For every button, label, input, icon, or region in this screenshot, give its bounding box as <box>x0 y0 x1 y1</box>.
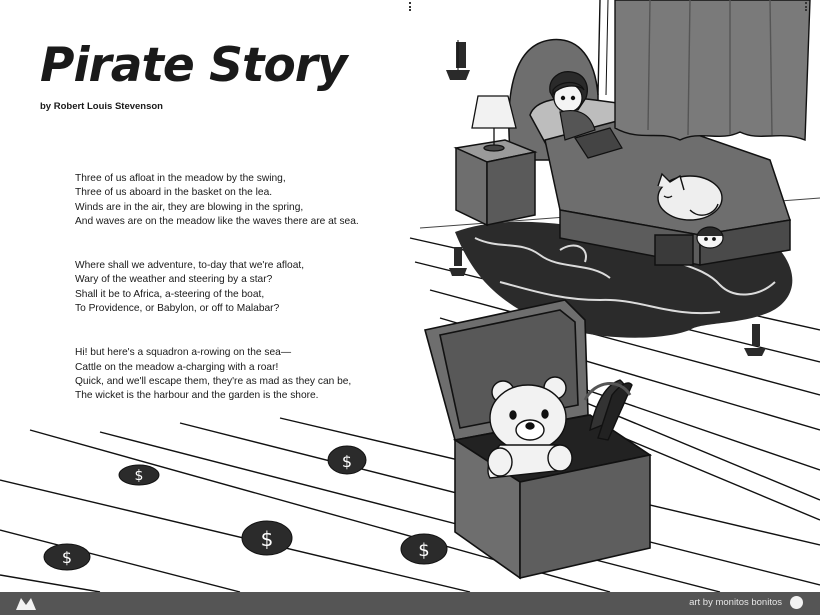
poem-line: Three of us afloat in the meadow by the swing, <box>75 173 286 184</box>
poem-line: Wary of the weather and steering by a star? <box>75 274 273 286</box>
svg-text:$: $ <box>260 527 274 551</box>
svg-text:$: $ <box>418 540 430 561</box>
teddy-bear <box>488 377 572 478</box>
poem-line: And waves are on the meadow like the waves there are at sea. <box>75 215 359 227</box>
stanza-3 <box>75 346 405 403</box>
footer-bar <box>0 592 820 615</box>
logo-icon <box>15 595 37 611</box>
coin <box>401 534 447 564</box>
coin <box>119 465 159 485</box>
ship-icon <box>744 324 766 356</box>
page-indicator-dot <box>790 596 803 609</box>
poem-line: The wicket is the harbour and the garden is the shore. <box>75 390 319 402</box>
coin <box>44 544 90 570</box>
poem-title: Pirate Story <box>40 38 347 93</box>
nightstand <box>456 140 535 225</box>
poem-body <box>75 172 405 434</box>
coin <box>328 446 366 474</box>
poem-line: Three of us aboard in the basket on the lea. <box>75 187 273 199</box>
crop-mark <box>805 2 807 11</box>
art-credit: art by monitos bonitos <box>689 597 782 608</box>
curtain <box>615 0 810 140</box>
poem-line: To Providence, or Babylon, or off to Malabar? <box>75 303 280 315</box>
crop-mark <box>409 2 411 11</box>
stanza-1 <box>75 172 405 229</box>
poem-line: Where shall we adventure, to-day that we're afloat, <box>75 260 305 272</box>
poem-line: Winds are in the air, they are blowing in the spring, <box>75 201 304 213</box>
coin <box>242 521 292 555</box>
poem-line: Cattle on the meadow a-charging with a roar! <box>75 361 279 373</box>
poem-byline: by Robert Louis Stevenson <box>40 101 163 112</box>
poem-line: Quick, and we'll escape them, they're as mad as they can be, <box>75 375 352 387</box>
poem-line: Hi! but here's a squadron a-rowing on the sea— <box>75 347 292 359</box>
poem-line: Shall it be to Africa, a-steering of the boat, <box>75 288 265 300</box>
stanza-2 <box>75 259 405 316</box>
svg-text:$: $ <box>341 452 353 471</box>
ship-icon <box>446 40 470 80</box>
svg-text:$: $ <box>61 548 73 567</box>
svg-text:$: $ <box>134 468 144 484</box>
girl-peeking <box>697 227 723 248</box>
